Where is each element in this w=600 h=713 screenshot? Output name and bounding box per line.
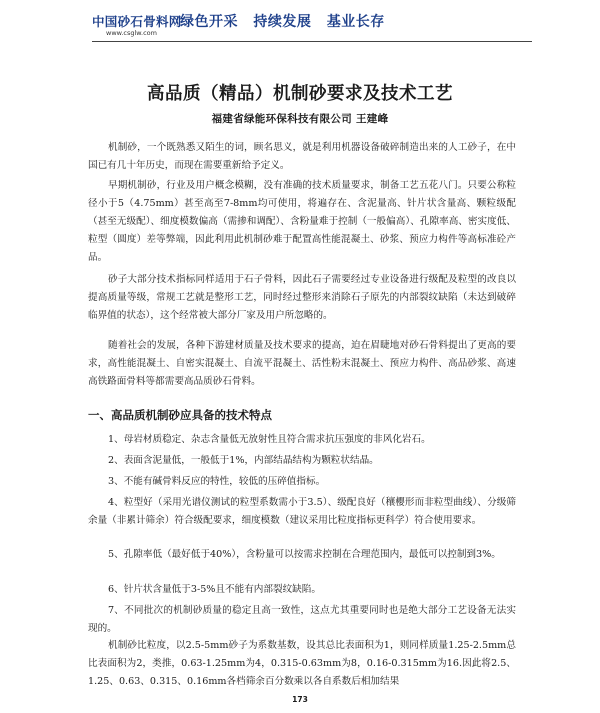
feature-item-7: 7、不同批次的机制砂质量的稳定且高一致性，这点尤其重要同时也是绝大部分工艺设备无法实现的。	[88, 605, 516, 634]
feature-item-5: 5、孔隙率低（最好低于40%），含粉量可以按需求控制在合理范围内，最低可以控制到3%。	[108, 549, 501, 560]
page-number: 173	[292, 695, 308, 704]
header-divider	[92, 41, 532, 42]
article-title: 高品质（精品）机制砂要求及技术工艺	[147, 84, 453, 104]
site-logo: 中国砂石骨料网	[92, 14, 182, 29]
page-header	[92, 10, 532, 42]
feature-item-4: 4、粒型好（采用光谱仪测试的粒型系数需小于3.5）、级配良好（穰櫻形而非粒型曲线）、分级筛余量（非累计筛余）符合级配要求，细度模数（建议采用比粒度指标更科学）符合使用要求。	[88, 497, 516, 526]
article-author: 福建省绿能环保科技有限公司 王建峰	[211, 113, 389, 125]
feature-item-6: 6、针片状含量低于3-5%且不能有内部裂纹缺陷。	[108, 584, 321, 595]
intro-paragraph-1: 机制砂，一个既熟悉又陌生的词，顾名思义，就是利用机器设备破碎制造出来的人工砂子，在中国已有几十年历史，而现在需要重新给予定义。	[88, 142, 516, 171]
intro-paragraph-4: 随着社会的发展，各种下游建材质量及技术要求的提高，迫在眉睫地对砂石骨料提出了更高的要求，高性能混凝土、自密实混凝土、自流平混凝土、活性粉末混凝土、预应力构件、高品砂浆、高速高铁路面骨料等都需要高品质砂石骨料。	[88, 340, 516, 387]
header-slogan: 绿色开采 持续发展 基业长存	[180, 14, 385, 30]
site-url: www.csglw.com	[106, 29, 157, 37]
intro-paragraph-3: 砂子大部分技术指标同样适用于石子骨料，因此石子需要经过专业设备进行级配及粒型的改良以提高质量等级，常规工艺就是整形工艺，同时经过整形来消除石子原先的内部裂纹缺陷（未达到破碎临界值的状态），这个经常被大部分厂家及用户所忽略的。	[88, 274, 516, 321]
intro-paragraph-2: 早期机制砂，行业及用户概念模糊，没有准确的技术质量要求，制备工艺五花八门。只要公称粒径小于5（4.75mm）甚至高至7-8mm均可使用，将遍存在、含泥量高、针片状含量高、颗粒级配（甚至无级配）、细度模数偏高（需掺和调配）、含粉量难于控制（一般偏高）、孔隙率高、密实度低、粒型（圆度）差等弊端，因此利用此机制砂难于配置高性能混凝土、砂浆、预应力构件等高标准砼产品。	[88, 180, 516, 263]
feature-item-3: 3、不能有碱骨料反应的特性，较低的压碎值指标。	[108, 476, 326, 487]
feature-item-1: 1、母岩材质稳定、杂志含量低无放射性且符合需求抗压强度的非风化岩石。	[108, 434, 431, 445]
section-heading: 一、高品质机制砂应具备的技术特点	[88, 408, 272, 422]
feature-item-2: 2、表面含泥量低，一般低于1%，内部结晶结构为颗粒状结晶。	[108, 455, 379, 466]
specific-surface-paragraph: 机制砂比粒度，以2.5-5mm砂子为系数基数，设其总比表面积为1，则同样质量1.25-2.5mm总比表面积为2，类推，0.63-1.25mm为4，0.315-0.63mm为8，0.16-0.315mm为16.因此将2.5、1.25、0.63、0.315、0.16mm各档筛余百分数乘以各自系数后相加结果	[88, 640, 516, 687]
